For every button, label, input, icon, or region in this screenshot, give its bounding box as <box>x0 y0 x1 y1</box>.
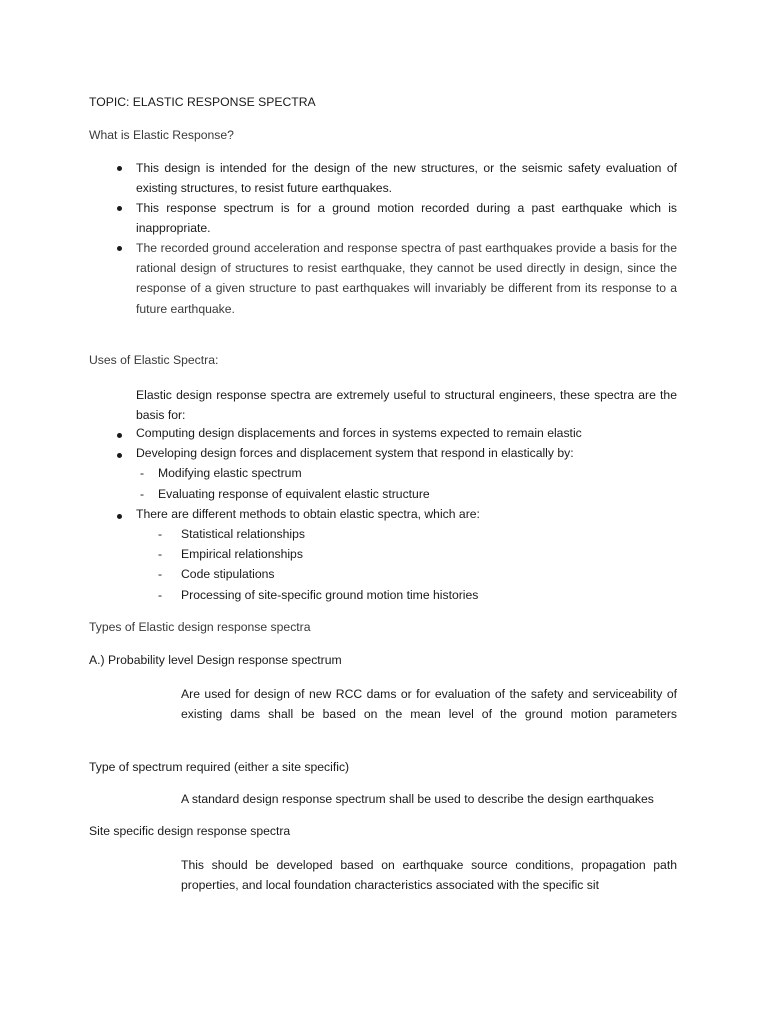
bullet-item: Developing design forces and displacement system that respond in elastically by: <box>136 446 574 460</box>
bullet-item: This design is intended for the design of the new structures, or the seismic safety evaluation of existing structures, to resist future earthquakes. <box>136 161 677 196</box>
uses-intro-paragraph: Elastic design response spectra are extremely useful to structural engineers, these spectra are the basis for: <box>136 388 677 423</box>
bullet-item: Computing design displacements and forces in systems expected to remain elastic <box>136 426 582 440</box>
dash-marker: - <box>158 547 163 561</box>
section-heading-types: Types of Elastic design response spectra <box>89 620 311 634</box>
bullet-item: This response spectrum is for a ground motion recorded during a past earthquake which is inappropriate. <box>136 201 677 236</box>
bullet-icon <box>117 433 122 438</box>
sub-list-item: Processing of site-specific ground motion time histories <box>181 588 479 602</box>
section-heading-uses: Uses of Elastic Spectra: <box>89 353 219 367</box>
bullet-icon <box>117 453 122 458</box>
probability-paragraph: Are used for design of new RCC dams or for evaluation of the safety and serviceability of existing dams shall be based on the mean level of the ground motion parameters <box>181 687 677 722</box>
sub-list-item: Statistical relationships <box>181 527 305 541</box>
sub-list-item: Modifying elastic spectrum <box>158 466 302 480</box>
document-title: TOPIC: ELASTIC RESPONSE SPECTRA <box>89 95 316 109</box>
dash-marker: - <box>140 466 145 480</box>
type-required-paragraph: A standard design response spectrum shall be used to describe the design earthquakes <box>181 792 654 806</box>
bullet-icon <box>117 246 122 251</box>
section-heading-what-is: What is Elastic Response? <box>89 128 234 142</box>
bullet-icon <box>117 166 122 171</box>
section-heading-type-required: Type of spectrum required (either a site specific) <box>89 760 350 774</box>
sub-list-item: Empirical relationships <box>181 547 303 561</box>
dash-marker: - <box>140 487 145 501</box>
bullet-item: There are different methods to obtain elastic spectra, which are: <box>136 507 480 521</box>
site-specific-paragraph: This should be developed based on earthquake source conditions, propagation path properties, and local foundation characteristics associated with the specific sit <box>181 858 677 893</box>
bullet-item: The recorded ground acceleration and response spectra of past earthquakes provide a basis for the rational design of structures to resist earthquake, they cannot be used directly in design, since the response of a given structure to past earthquakes will invariably be different from its response to a future earthquake. <box>136 241 677 316</box>
dash-marker: - <box>158 567 163 581</box>
section-heading-site-specific: Site specific design response spectra <box>89 824 291 838</box>
bullet-icon <box>117 206 122 211</box>
dash-marker: - <box>158 527 163 541</box>
sub-list-item: Evaluating response of equivalent elastic structure <box>158 487 430 501</box>
section-heading-probability: A.) Probability level Design response spectrum <box>89 653 342 667</box>
sub-list-item: Code stipulations <box>181 567 275 581</box>
dash-marker: - <box>158 588 163 602</box>
bullet-icon <box>117 514 122 519</box>
